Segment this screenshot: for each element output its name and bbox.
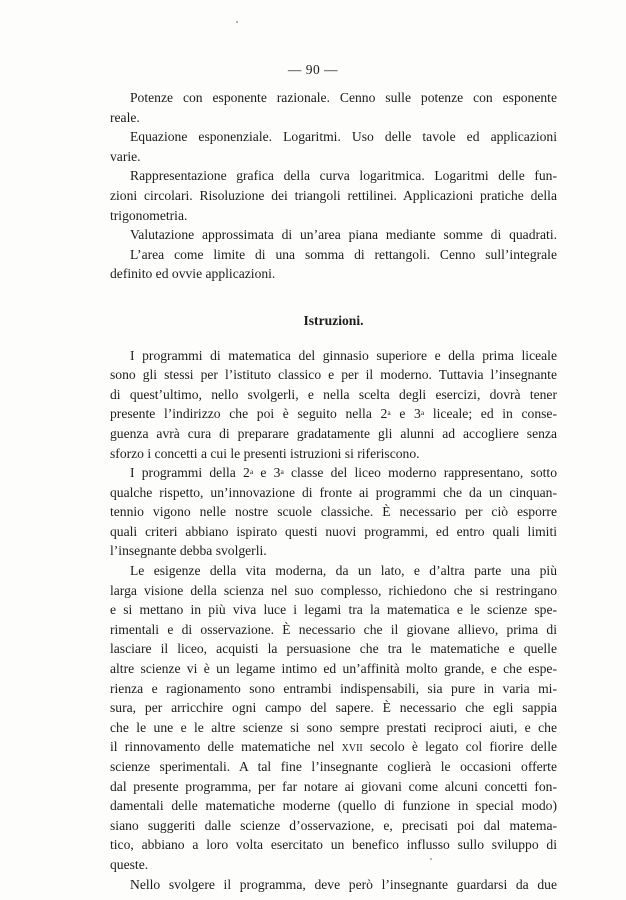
syllabus-line: trigonometria.	[110, 207, 188, 223]
paragraph-line: sono gli stessi per l’istituto classico e per il moderno. Tuttavia l’insegnante	[110, 367, 557, 383]
paragraph-line: l’insegnante debba svolgerli.	[110, 543, 267, 559]
section-heading: Istruzioni.	[303, 312, 364, 328]
syllabus-line: zioni circolari. Risoluzione dei triangoli rettilinei. Applicazioni pratiche della	[110, 187, 557, 203]
paper-speck	[236, 21, 238, 23]
paragraph-line: siano suggeriti dalle scienze d’osservazione, e, precisati poi dal matema-	[110, 817, 557, 833]
paragraph-line: e si mettano in più viva luce i legami tra la matematica e le scienze spe-	[110, 602, 557, 618]
syllabus-line: Valutazione approssimata di un’area piana mediante somme di quadrati.	[130, 227, 557, 243]
syllabus-line: varie.	[110, 148, 141, 164]
paragraph-line: sura, per arricchire ogni campo del sapere. È necessario che egli sappia	[110, 700, 557, 716]
paragraph-line: rienza e ragionamento sono entrambi indispensabili, sia pure in varia mi-	[110, 680, 557, 696]
paragraph-line: scienze sperimentali. A tal fine l’insegnante coglierà le occasioni offerte	[110, 759, 557, 774]
paragraph-line: I programmi della 2$^a$ e 3$^a$ classe del liceo moderno rappresentano, sotto	[130, 465, 557, 481]
paragraph-line: presente l’indirizzo che poi è seguito nella 2$^a$ e 3$^a$ liceale; ed in conse-	[110, 406, 557, 422]
paragraph-line: tico, abbiano a loro volta esercitato un benefico influsso sullo sviluppo di	[110, 837, 557, 853]
paragraph-line: rimentali e di osservazione. È necessario che il giovane allievo, prima di	[110, 621, 557, 637]
paragraph-line: che le une e le altre scienze si sono sempre prestati reciproci aiuti, e che	[110, 719, 557, 735]
paragraph-line: quali criteri abbiano ispirato questi nuovi programmi, ed entro quali limiti	[110, 523, 557, 539]
paragraph-line: lasciare il liceo, acquisti la persuasione che tra le matematiche e quelle	[110, 641, 557, 657]
paragraph-line: I programmi di matematica del ginnasio superiore e della prima liceale	[130, 347, 557, 363]
paragraph-line: qualche rispetto, un’innovazione di fronte ai programmi che da un cinquan-	[110, 484, 557, 500]
syllabus-line: Equazione esponenziale. Logaritmi. Uso delle tavole ed applicazioni	[130, 129, 557, 145]
paragraph-line: damentali delle matematiche moderne (quello di funzione in special modo)	[110, 798, 557, 814]
syllabus-line: reale.	[110, 109, 140, 125]
paragraph-line: di quest’ultimo, nello svolgerli, e nella scelta degli esercizi, dovrà tener	[110, 386, 557, 402]
page-body	[110, 88, 557, 894]
paragraph-line: tennio vigono nelle nostre scuole classiche. È necessario per ciò esporre	[110, 504, 557, 520]
syllabus-line: L’area come limite di una somma di rettangoli. Cenno sull’integrale	[130, 246, 557, 262]
syllabus-line: Potenze con esponente razionale. Cenno sulle potenze con esponente	[130, 90, 557, 105]
page-number: — 90 —	[287, 62, 339, 77]
syllabus-line: Rappresentazione grafica della curva logaritmica. Logaritmi delle fun-	[130, 168, 557, 184]
paragraph-line: dal presente programma, per far notare ai giovani come alcuni concetti fon-	[110, 778, 557, 794]
paragraph-line: Nello svolgere il programma, deve però l’insegnante guardarsi da due	[130, 876, 557, 892]
paragraph-line: larga visione della scienza nel suo complesso, richiedono che si restringano	[110, 582, 557, 598]
paragraph-line: queste.	[110, 856, 149, 872]
paragraph-line: Le esigenze della vita moderna, da un lato, e d’altra parte una più	[130, 563, 557, 579]
paragraph-line: altre scienze vi è un legame intimo ed un’affinità molto grande, e che espe-	[110, 661, 557, 677]
paragraph-line: guenza avrà cura di preparare gradatamente gli alunni ad accogliere senza	[110, 425, 557, 441]
syllabus-line: definito ed ovvie applicazioni.	[110, 266, 276, 282]
paragraph-line: il rinnovamento delle matematiche nel xvii secolo è legato col fiorire delle	[110, 739, 558, 755]
paragraph-line: sforzo i concetti a cui le presenti istruzioni si riferiscono.	[110, 445, 420, 461]
